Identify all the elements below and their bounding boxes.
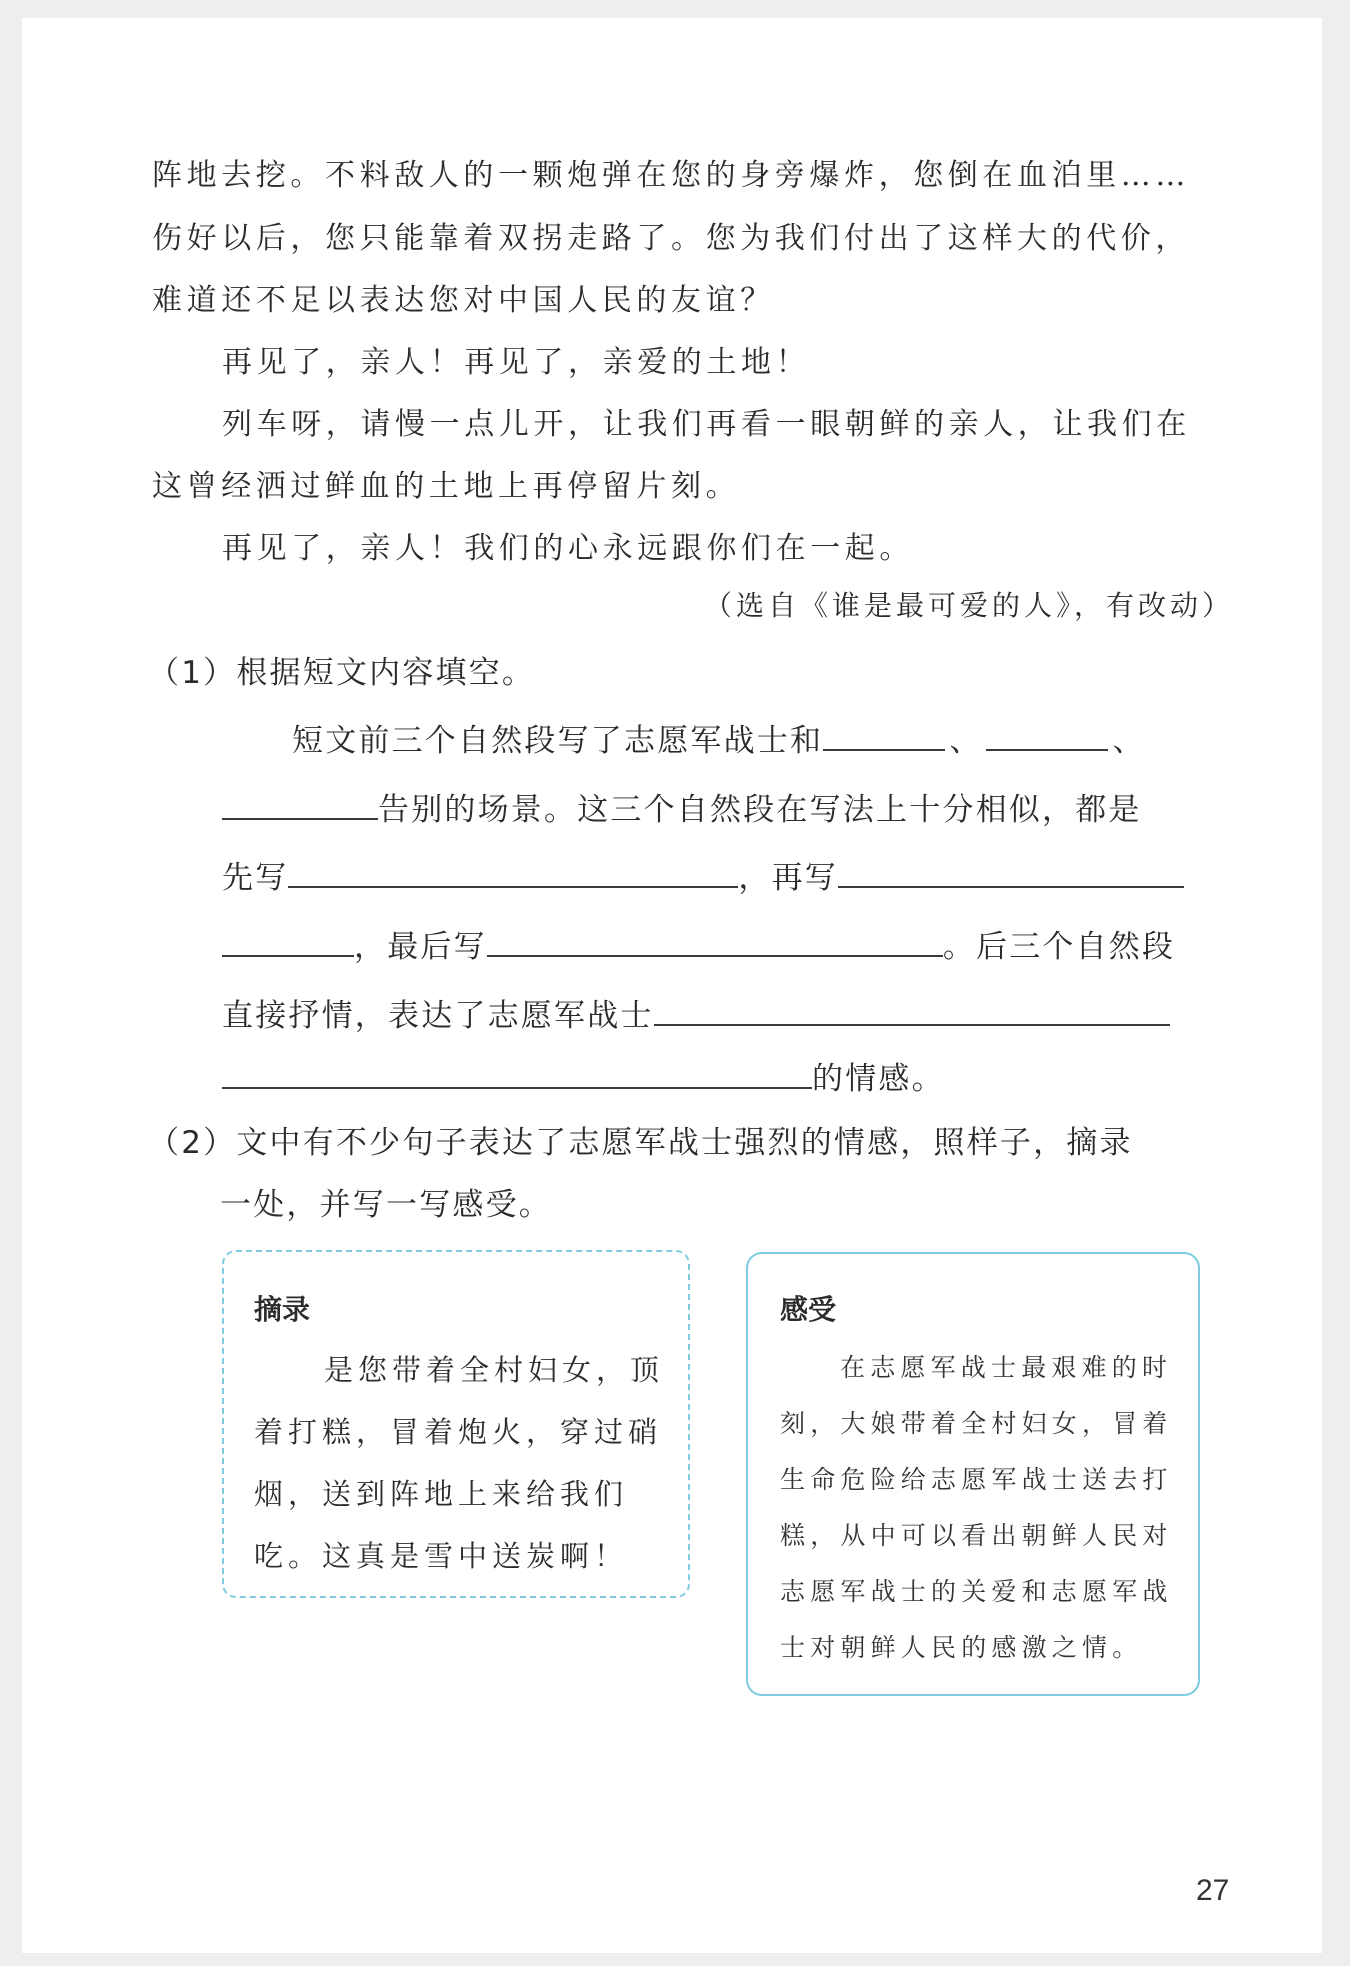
- page-number: 27: [1196, 1874, 1230, 1907]
- excerpt-line-2: 着打糕，冒着炮火，穿过硝: [254, 1415, 663, 1449]
- question-1-line-5: [222, 990, 1170, 1035]
- q1-text: 短文前三个自然段写了志愿军战士和: [292, 723, 824, 759]
- q1-text: 告别的场景。这三个自然段在写法上十分相似，都是: [378, 792, 1142, 828]
- passage-line-2: 伤好以后，您只能靠着双拐走路了。您为我们付出了这样大的代价，: [152, 221, 1190, 256]
- answer-blank[interactable]: [986, 719, 1108, 751]
- feeling-box-title: 感受: [780, 1293, 837, 1326]
- passage-source: （选自《谁是最可爱的人》，有改动）: [704, 589, 1235, 622]
- excerpt-box-title: 摘录: [254, 1293, 311, 1326]
- answer-blank[interactable]: [823, 719, 945, 751]
- passage-line-7: 再见了，亲人！我们的心永远跟你们在一起。: [222, 531, 914, 566]
- q1-text: 先写: [222, 860, 289, 896]
- excerpt-line-4: 吃。这真是雪中送炭啊！: [254, 1539, 629, 1573]
- question-1-line-4: [222, 921, 1175, 966]
- answer-blank[interactable]: [654, 994, 1170, 1026]
- question-1-line-6: [222, 1053, 945, 1098]
- q1-separator: 、: [949, 723, 983, 759]
- answer-blank[interactable]: [288, 856, 738, 888]
- passage-line-3: 难道还不足以表达您对中国人民的友谊？: [152, 283, 775, 318]
- answer-blank[interactable]: [222, 788, 378, 820]
- question-1-line-2: [222, 784, 1142, 829]
- feeling-line-6: 士对朝鲜人民的感激之情。: [780, 1633, 1143, 1662]
- excerpt-line-1: 是您带着全村妇女，顶: [324, 1353, 665, 1387]
- feeling-line-5: 志愿军战士的关爱和志愿军战: [780, 1577, 1173, 1606]
- question-2-line-2: 一处，并写一写感受。: [220, 1187, 552, 1223]
- passage-line-1: 阵地去挖。不料敌人的一颗炮弹在您的身旁爆炸，您倒在血泊里……: [152, 158, 1190, 193]
- q1-text: 。后三个自然段: [942, 929, 1176, 965]
- question-1-line-3: [222, 852, 1184, 897]
- feeling-line-4: 糕，从中可以看出朝鲜人民对: [780, 1521, 1173, 1550]
- q1-text: 的情感。: [812, 1061, 945, 1097]
- question-2-line-1: （2）文中有不少句子表达了志愿军战士强烈的情感，照样子，摘录: [148, 1125, 1133, 1161]
- answer-blank[interactable]: [222, 925, 354, 957]
- feeling-line-1: 在志愿军战士最艰难的时: [840, 1353, 1173, 1382]
- answer-blank[interactable]: [838, 856, 1184, 888]
- passage-line-4: 再见了，亲人！再见了，亲爱的土地！: [222, 345, 811, 380]
- q1-text: 直接抒情，表达了志愿军战士: [222, 998, 654, 1034]
- answer-blank[interactable]: [487, 925, 943, 957]
- q1-text: ，最后写: [354, 929, 487, 965]
- feeling-line-2: 刻，大娘带着全村妇女，冒着: [780, 1409, 1173, 1438]
- feeling-line-3: 生命危险给志愿军战士送去打: [780, 1465, 1173, 1494]
- passage-line-6: 这曾经洒过鲜血的土地上再停留片刻。: [152, 469, 741, 504]
- question-1-line-1: [292, 715, 1146, 760]
- question-1-title: （1）根据短文内容填空。: [148, 655, 536, 691]
- passage-line-5: 列车呀，请慢一点儿开，让我们再看一眼朝鲜的亲人，让我们在: [222, 407, 1191, 442]
- excerpt-line-3: 烟，送到阵地上来给我们: [254, 1477, 629, 1511]
- answer-blank[interactable]: [222, 1057, 812, 1089]
- q1-text: ，再写: [738, 860, 839, 896]
- q1-separator: 、: [1112, 723, 1146, 759]
